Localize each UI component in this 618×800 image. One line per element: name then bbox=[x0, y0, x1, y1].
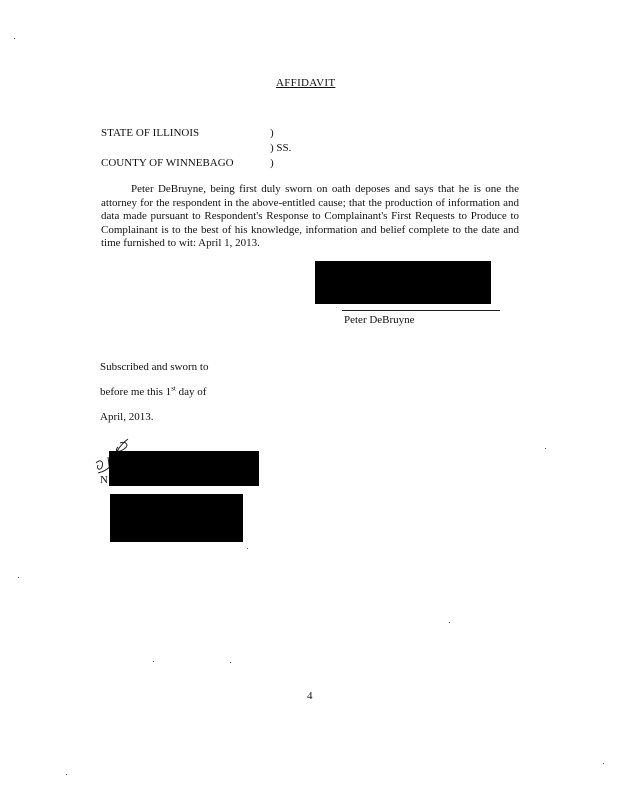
scan-speck bbox=[247, 548, 248, 549]
jurat-subscribed: Subscribed and sworn to bbox=[100, 361, 209, 373]
scan-speck bbox=[66, 774, 67, 775]
redacted-notary-seal bbox=[110, 494, 243, 542]
venue-bracket-ss: ) SS. bbox=[270, 142, 292, 154]
scan-speck bbox=[603, 763, 604, 764]
jurat-day bbox=[100, 386, 206, 399]
redacted-signature bbox=[315, 261, 491, 304]
page-number: 4 bbox=[307, 690, 313, 702]
scan-speck bbox=[18, 577, 19, 578]
jurat-day-prefix: before me this 1 bbox=[100, 386, 172, 398]
redacted-notary-signature bbox=[109, 451, 259, 486]
scan-speck bbox=[449, 622, 450, 623]
venue-bracket-3: ) bbox=[270, 157, 274, 169]
venue-county: COUNTY OF WINNEBAGO bbox=[101, 157, 234, 169]
document-title: AFFIDAVIT bbox=[276, 77, 336, 89]
signer-name: Peter DeBruyne bbox=[344, 314, 415, 326]
scan-speck bbox=[545, 448, 546, 449]
venue-state: STATE OF ILLINOIS bbox=[101, 127, 200, 139]
notary-label: N bbox=[100, 474, 108, 486]
scan-speck bbox=[230, 662, 231, 663]
signature-line bbox=[342, 310, 500, 311]
affidavit-body: Peter DeBruyne, being first duly sworn on oath deposes and says that he is one the attorney for the respondent in the above-entitled cause; that the production of information and data made pursuant to Respondent's Response to Complainant's First Requests to Produce to Complainant is to the best of his knowledge, information and belief complete to the date and time furnished to wit: April 1, 2013. bbox=[101, 183, 519, 249]
scan-speck bbox=[14, 38, 15, 39]
jurat-day-suffix: st bbox=[171, 384, 176, 393]
jurat-date: April, 2013. bbox=[100, 411, 154, 423]
jurat-day-of: day of bbox=[175, 386, 207, 398]
scan-speck bbox=[153, 661, 154, 662]
venue-bracket-1: ) bbox=[270, 127, 274, 139]
